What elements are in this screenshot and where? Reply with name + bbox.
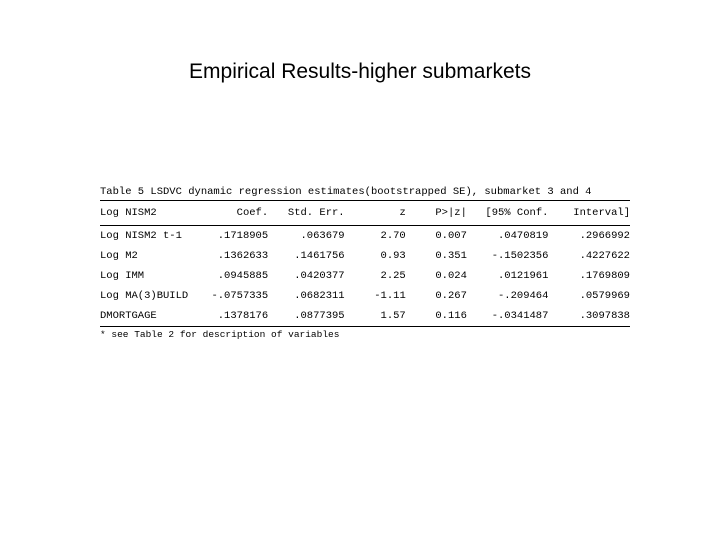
row-z: 2.25 [380,270,406,282]
header-p-value: P>|z| [435,207,467,219]
header-variable: Log NISM2 [100,207,157,219]
row-variable: Log MA(3)BUILD [100,290,189,302]
results-table [100,201,630,225]
row-conf-low: -.0341487 [491,310,549,322]
regression-table [100,185,630,343]
row-p-value: 0.267 [435,290,467,302]
row-std-err: .0682311 [294,290,345,302]
row-std-err: .1461756 [294,250,345,262]
table-row [100,226,630,246]
row-conf-low: -.209464 [498,290,549,302]
row-z: -1.11 [374,290,406,302]
slide-title: Empirical Results-higher submarkets [189,60,531,83]
row-conf-low: .0121961 [498,270,549,282]
row-std-err: .0877395 [294,310,345,322]
row-std-err: .0420377 [294,270,345,282]
row-std-err: .063679 [300,230,345,242]
row-conf-high: .0579969 [579,290,630,302]
row-conf-high: .1769809 [579,270,630,282]
table-note: * see Table 2 for description of variables [100,329,340,340]
row-p-value: 0.024 [435,270,467,282]
header-row [100,201,630,225]
row-z: 1.57 [380,310,406,322]
row-variable: Log NISM2 t-1 [100,230,182,242]
row-conf-high: .2966992 [579,230,630,242]
header-std-err: Std. Err. [287,207,345,219]
header-conf-high: Interval] [573,207,630,219]
row-conf-high: .3097838 [579,310,630,322]
row-variable: Log IMM [100,270,145,282]
row-p-value: 0.351 [435,250,467,262]
table-row [100,246,630,266]
row-conf-high: .4227622 [579,250,630,262]
row-p-value: 0.116 [435,310,467,322]
row-z: 2.70 [380,230,406,242]
table-row [100,266,630,286]
row-coef: .0945885 [217,270,269,282]
results-body [100,226,630,326]
row-z: 0.93 [380,250,406,262]
header-z: z [399,207,406,219]
table-row [100,286,630,306]
header-coef: Coef. [236,207,269,219]
row-p-value: 0.007 [435,230,467,242]
row-conf-low: -.1502356 [491,250,549,262]
row-conf-low: .0470819 [498,230,549,242]
row-coef: .1362633 [217,250,269,262]
row-coef: .1718905 [217,230,269,242]
row-coef: .1378176 [217,310,269,322]
table-row [100,306,630,326]
table-caption: Table 5 LSDVC dynamic regression estimates(bootstrapped SE), submarket 3 and 4 [100,186,592,198]
row-coef: -.0757335 [211,290,269,302]
row-variable: Log M2 [100,250,138,262]
header-conf-low: [95% Conf. [485,207,549,219]
row-variable: DMORTGAGE [100,310,157,322]
